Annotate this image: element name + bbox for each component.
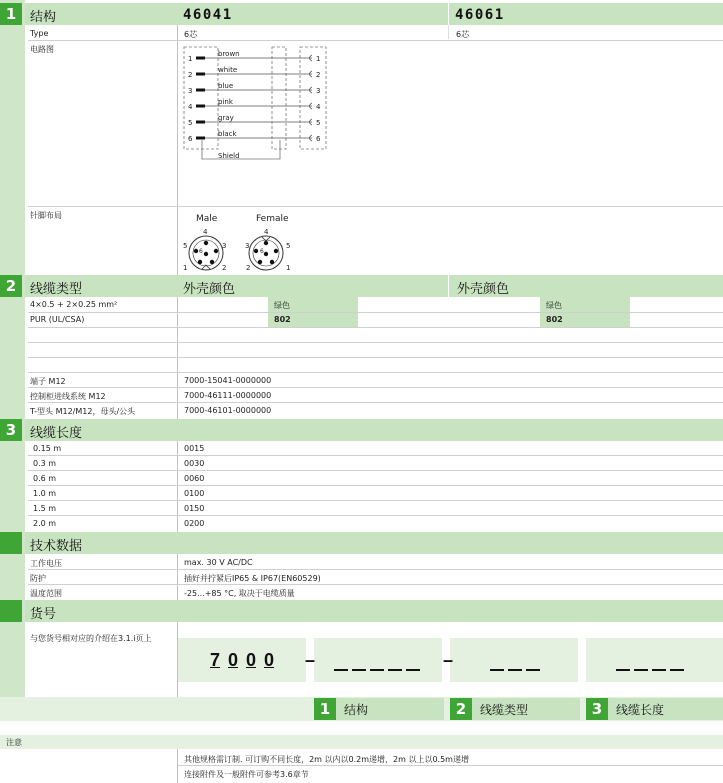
female-pin-right: 5 xyxy=(286,242,291,250)
col-divider-hdr2 xyxy=(448,275,449,327)
order-digit-1: 7 xyxy=(210,650,221,670)
section-title: 技术数据 xyxy=(30,539,83,554)
order-field-base xyxy=(178,638,306,682)
order-blank xyxy=(670,669,684,671)
notes-header xyxy=(0,735,723,749)
notes-line-2: 连接附件及一般附件可参考3.6章节 xyxy=(184,770,309,779)
shell-color-title-2: 外壳颜色 xyxy=(457,282,510,297)
section-title: 线缆长度 xyxy=(30,426,83,441)
length-code: 0100 xyxy=(184,489,205,498)
male-pin-br: 2 xyxy=(222,264,227,272)
legend-label-1 xyxy=(336,698,444,720)
length-code: 0150 xyxy=(184,504,205,513)
length-label: 2.0 m xyxy=(33,519,57,528)
male-pin-right: 3 xyxy=(222,242,227,250)
section-title: 货号 xyxy=(30,607,57,622)
notes-title: 注意 xyxy=(6,738,22,747)
row-divider xyxy=(28,372,723,373)
row-divider xyxy=(28,327,723,328)
accessory-value-2: 7000-46111-0000000 xyxy=(184,391,272,400)
section-title: 线缆类型 xyxy=(30,282,83,297)
order-separator-1: – xyxy=(305,650,316,670)
tech-value-temperature: -25...+85 °C, 取决于电缆质量 xyxy=(184,589,295,598)
female-pin-top: 4 xyxy=(264,228,269,236)
order-blank xyxy=(634,669,648,671)
pin-number-left: 4 xyxy=(188,103,193,111)
notes-divider xyxy=(177,749,178,783)
male-pin-bl: 1 xyxy=(183,264,188,272)
color-code-1: 802 xyxy=(274,315,291,324)
pin-number-right: 1 xyxy=(316,55,321,63)
wire-color-label: blue xyxy=(218,82,234,90)
pin-number-left: 6 xyxy=(188,135,193,143)
tech-value-protection: 插好并拧紧后IP65 & IP67(EN60529) xyxy=(184,574,321,583)
order-blank xyxy=(388,669,402,671)
cable-material-label: PUR (UL/CSA) xyxy=(30,315,85,324)
order-blank xyxy=(352,669,366,671)
article-code-1: 46041 xyxy=(183,7,233,23)
length-label: 0.15 m xyxy=(33,444,62,453)
order-blank xyxy=(334,669,348,671)
legend-label-text: 线缆长度 xyxy=(616,702,665,717)
row-divider xyxy=(28,402,723,403)
length-code: 0030 xyxy=(184,459,205,468)
pin-number-left: 2 xyxy=(188,71,193,79)
pin-number-right: 3 xyxy=(316,87,321,95)
order-description: 与您货号相对应的介绍在3.1.i页上 xyxy=(30,634,152,643)
length-code: 0200 xyxy=(184,519,205,528)
section-header-3 xyxy=(25,419,723,441)
wire-color-label: gray xyxy=(218,114,234,122)
pinout-label: 针脚布局 xyxy=(30,211,62,220)
length-label: 0.6 m xyxy=(33,474,57,483)
type-divider xyxy=(448,25,449,39)
accessory-value-1: 7000-15041-0000000 xyxy=(184,376,272,385)
wire-color-label: brown xyxy=(218,50,240,58)
circuit-diagram xyxy=(180,44,340,166)
accessory-value-3: 7000-46101-0000000 xyxy=(184,406,272,415)
pin-number-right: 5 xyxy=(316,119,321,127)
wire-color-label: pink xyxy=(218,98,233,106)
order-digit-2: 0 xyxy=(228,650,239,670)
order-blank xyxy=(370,669,384,671)
wire-color-label: white xyxy=(218,66,238,74)
order-blank xyxy=(406,669,420,671)
row-divider xyxy=(28,584,723,585)
row-divider xyxy=(28,342,723,343)
order-blank xyxy=(508,669,522,671)
tech-value-voltage: max. 30 V AC/DC xyxy=(184,558,253,567)
color-code-2: 802 xyxy=(546,315,563,324)
order-blank xyxy=(616,669,630,671)
pin-number-left: 5 xyxy=(188,119,193,127)
pin-contact xyxy=(196,121,205,124)
order-separator-2: – xyxy=(443,650,454,670)
tech-label-protection: 防护 xyxy=(30,574,46,583)
pin-number-right: 4 xyxy=(316,103,321,111)
legend-label-text: 结构 xyxy=(344,702,369,717)
section-header-2 xyxy=(25,275,723,297)
pin-contact xyxy=(196,89,205,92)
pin-contact xyxy=(196,137,205,140)
tech-label-voltage: 工作电压 xyxy=(30,559,62,568)
order-blank xyxy=(652,669,666,671)
circuit-shield-label: Shield xyxy=(218,152,240,160)
pin-number-left: 3 xyxy=(188,87,193,95)
row-divider xyxy=(28,357,723,358)
accessory-label-3: T-型头 M12/M12，母头/公头 xyxy=(30,407,136,416)
wire-color-label: black xyxy=(218,130,237,138)
male-title: Male xyxy=(196,214,218,224)
length-code: 0060 xyxy=(184,474,205,483)
order-field-cable xyxy=(450,638,578,682)
row-divider xyxy=(28,485,723,486)
row-divider xyxy=(28,455,723,456)
row-divider xyxy=(28,470,723,471)
pin-contact xyxy=(196,73,205,76)
order-marker xyxy=(0,600,22,622)
length-code: 0015 xyxy=(184,444,205,453)
accessory-label-2: 控制柜进线系统 M12 xyxy=(30,392,106,401)
female-pin-br: 1 xyxy=(286,264,291,272)
female-pin-bl: 2 xyxy=(246,264,251,272)
row-divider xyxy=(178,765,723,766)
pin-number-right: 2 xyxy=(316,71,321,79)
section-number-1: 1 xyxy=(0,3,22,25)
legend-number-2: 2 xyxy=(450,698,472,720)
section-header-order xyxy=(25,600,723,622)
section-number-2: 2 xyxy=(0,275,22,297)
male-pin-left: 5 xyxy=(183,242,188,250)
row-divider xyxy=(28,387,723,388)
order-field-construction xyxy=(314,638,442,682)
shell-color-title-1: 外壳颜色 xyxy=(183,282,236,297)
pin-contact xyxy=(196,105,205,108)
row-divider xyxy=(28,206,723,207)
female-pin-left: 3 xyxy=(245,242,250,250)
order-digit-3: 0 xyxy=(246,650,257,670)
section-number-3: 3 xyxy=(0,419,22,441)
color-name-2: 绿色 xyxy=(546,301,562,310)
pin-number-right: 6 xyxy=(316,135,321,143)
length-label: 1.5 m xyxy=(33,504,57,513)
order-blank xyxy=(526,669,540,671)
row-divider xyxy=(28,312,723,313)
legend-label-text: 线缆类型 xyxy=(480,702,529,717)
female-pin-center: 6 xyxy=(260,248,264,255)
type-col2: 6芯 xyxy=(456,30,470,39)
section-title: 结构 xyxy=(30,10,57,25)
row-divider xyxy=(28,500,723,501)
length-label: 1.0 m xyxy=(33,489,57,498)
order-field-length xyxy=(586,638,723,682)
row-divider xyxy=(28,515,723,516)
row-divider xyxy=(28,569,723,570)
order-digit-4: 0 xyxy=(264,650,275,670)
section-header-tech xyxy=(25,532,723,554)
color-name-1: 绿色 xyxy=(274,301,290,310)
accessory-label-1: 端子 M12 xyxy=(30,377,66,386)
female-title: Female xyxy=(256,214,289,224)
length-label: 0.3 m xyxy=(33,459,57,468)
legend-label-3 xyxy=(608,698,723,720)
pin-contact xyxy=(196,57,205,60)
article-code-2: 46061 xyxy=(455,7,505,23)
tech-label-temperature: 温度范围 xyxy=(30,589,62,598)
male-pin-top: 4 xyxy=(203,228,208,236)
pin-number-left: 1 xyxy=(188,55,193,63)
type-label: Type xyxy=(30,29,49,38)
order-blank xyxy=(490,669,504,671)
notes-line-1: 其他规格需订制. 可订购不同长度，2m 以内以0.2m递增，2m 以上以0.5m递增 xyxy=(184,755,469,764)
cable-spec-label: 4×0.5 + 2×0.25 mm² xyxy=(30,300,118,309)
legend-number-3: 3 xyxy=(586,698,608,720)
legend-label-2 xyxy=(472,698,580,720)
male-pin-center: 6 xyxy=(199,248,203,255)
circuit-label: 电路图 xyxy=(30,45,54,54)
tech-marker xyxy=(0,532,22,554)
type-col1: 6芯 xyxy=(184,30,198,39)
section-header-1 xyxy=(25,3,723,25)
row-divider xyxy=(28,40,723,41)
legend-number-1: 1 xyxy=(314,698,336,720)
